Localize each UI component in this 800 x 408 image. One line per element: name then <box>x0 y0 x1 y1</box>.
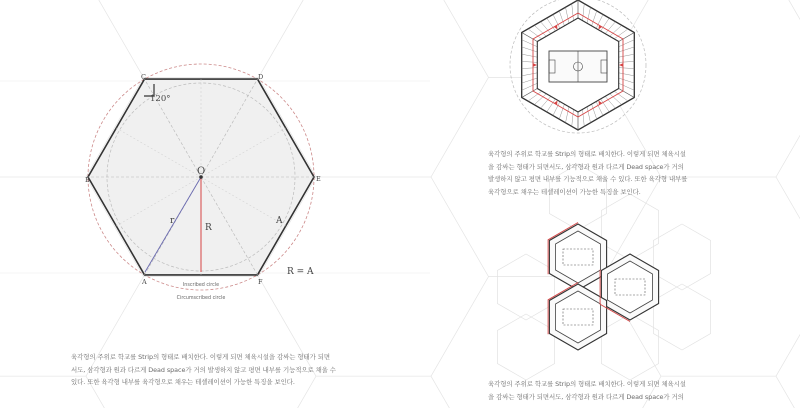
side-A-label: A <box>276 216 283 226</box>
paragraph-line: 육각형의 주위로 학교를 Strip의 형태로 배치한다. 이렇게 되면 체육시설을 감싸는 형태가 되면 <box>71 353 330 361</box>
paragraph-line: 있다. 또한 육각형 내부를 육각형으로 채우는 테셀레이션이 가능한 특징을 보인다. <box>71 378 295 386</box>
grid-hexagon <box>86 0 316 77</box>
paragraph-line: 서도, 삼각형과 원과 다르게 Dead space가 거의 발생하지 않고 평면 내부를 기능적으로 채울 수 <box>71 365 336 374</box>
inscribed-circle-label: Inscribed circle <box>182 283 220 288</box>
tessellation-empty-hexagon <box>497 314 554 380</box>
vertex-label-f: F <box>258 278 263 286</box>
vertex-label-b: B <box>85 176 90 184</box>
paragraph-line: 을 감싸는 형태가 되면서도, 삼각형과 원과 다르게 Dead space가 거의 <box>488 162 684 171</box>
vertex-label-d: D <box>258 73 264 81</box>
tessellation-empty-hexagon <box>601 194 658 260</box>
center-label: O <box>197 166 206 177</box>
tessellation-empty-hexagon <box>653 224 710 290</box>
main-hexagon-figure <box>88 64 314 290</box>
description-paragraph-left <box>71 351 336 389</box>
tessellation-empty-hexagon <box>653 284 710 350</box>
radius-R-label: R <box>205 223 212 233</box>
equation-label: R = A <box>287 267 314 277</box>
tessellation-empty-hexagon <box>601 314 658 380</box>
paragraph-line: 육각형으로 채우는 테셀레이션이 가능한 특징을 보인다. <box>488 187 641 196</box>
vertex-label-e: E <box>316 175 321 183</box>
paragraph-line: 육각형의 주위로 학교를 Strip의 형태로 배치한다. 이렇게 되면 체육시설 <box>488 150 686 158</box>
paragraph-line: 을 감싸는 형태가 되면서도, 삼각형과 원과 다르게 Dead space가 거의 <box>488 392 684 401</box>
grid-hexagon <box>776 77 800 276</box>
sports-facility-hexagon-plan <box>510 0 646 133</box>
radius-r-label: r <box>170 216 175 226</box>
grid-hexagon <box>776 277 800 408</box>
circumscribed-circle-label: Circumscribed circle <box>176 296 226 301</box>
description-paragraph-right-bottom <box>488 378 686 403</box>
paragraph-line: 육각형의 주위로 학교를 Strip의 형태로 배치한다. 이렇게 되면 체육시설 <box>488 380 686 388</box>
vertex-label-a: A <box>142 278 147 286</box>
vertex-label-c: C <box>141 73 146 81</box>
angle-label: 120° <box>150 94 171 104</box>
tessellation-empty-hexagon <box>497 254 554 320</box>
paragraph-line: 발생하지 않고 평면 내부를 기능적으로 채울 수 있다. 또한 육각형 내부를 <box>488 175 688 183</box>
description-paragraph-right-top <box>488 148 687 198</box>
grid-hexagon <box>776 0 800 77</box>
